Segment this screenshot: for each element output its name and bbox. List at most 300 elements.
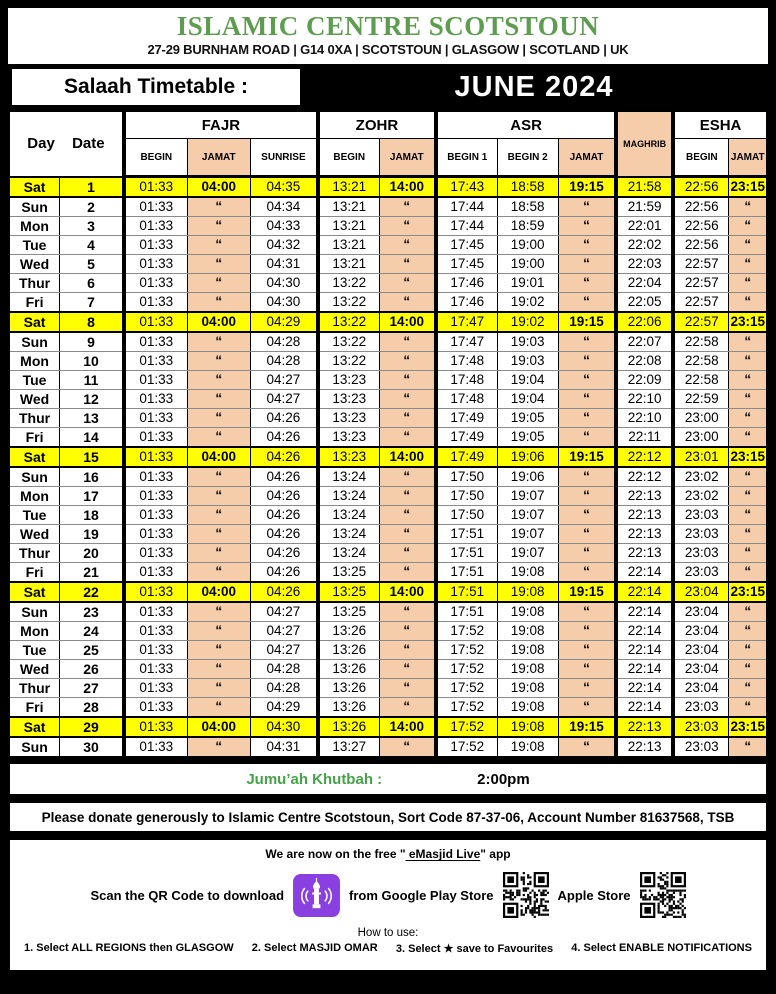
col-header-day-date — [9, 111, 124, 177]
cell-asr-begin2: 19:08 — [497, 563, 558, 583]
cell-day: Thur — [9, 274, 60, 293]
cell-zohr-jamat: “ — [379, 602, 436, 622]
cell-zohr-begin: 13:21 — [318, 236, 379, 255]
cell-date: 28 — [60, 698, 124, 718]
cell-fajr-begin: 01:33 — [124, 660, 187, 679]
cell-day: Thur — [9, 544, 60, 563]
cell-esha-jamat: “ — [729, 622, 767, 641]
cell-day: Tue — [9, 506, 60, 525]
table-row — [9, 525, 767, 544]
cell-asr-jamat: “ — [558, 622, 616, 641]
cell-esha-begin: 22:56 — [673, 197, 729, 217]
cell-zohr-begin: 13:26 — [318, 622, 379, 641]
table-row — [9, 698, 767, 718]
cell-zohr-begin: 13:24 — [318, 525, 379, 544]
cell-esha-jamat: 23:15 — [729, 312, 767, 332]
cell-fajr-jamat: “ — [187, 371, 250, 390]
cell-asr-jamat: “ — [558, 602, 616, 622]
table-row — [9, 582, 767, 602]
cell-sunrise: 04:28 — [250, 660, 317, 679]
page-title: ISLAMIC CENTRE SCOTSTOUN — [176, 11, 600, 41]
cell-esha-begin: 22:56 — [673, 236, 729, 255]
cell-asr-begin1: 17:50 — [436, 467, 497, 487]
cell-asr-begin2: 19:07 — [497, 544, 558, 563]
subcol-esha-jamat: JAMAT — [729, 139, 767, 177]
cell-fajr-jamat: 04:00 — [187, 312, 250, 332]
cell-asr-begin2: 19:03 — [497, 352, 558, 371]
cell-asr-begin1: 17:48 — [436, 390, 497, 409]
table-row — [9, 660, 767, 679]
cell-sunrise: 04:30 — [250, 293, 317, 313]
cell-zohr-begin: 13:27 — [318, 737, 379, 757]
cell-day: Tue — [9, 371, 60, 390]
cell-sunrise: 04:34 — [250, 197, 317, 217]
cell-date: 26 — [60, 660, 124, 679]
masthead — [8, 8, 768, 64]
subcol-zohr-jamat: JAMAT — [379, 139, 436, 177]
cell-esha-jamat: “ — [729, 698, 767, 718]
cell-asr-begin1: 17:47 — [436, 332, 497, 352]
google-play-label: from Google Play Store — [349, 887, 494, 903]
cell-maghrib: 22:10 — [616, 409, 673, 428]
scan-row — [10, 872, 766, 918]
cell-date: 13 — [60, 409, 124, 428]
app-name: eMasjid Live — [405, 847, 481, 861]
cell-date: 25 — [60, 641, 124, 660]
table-row — [9, 274, 767, 293]
table-row — [9, 447, 767, 467]
table-row — [9, 409, 767, 428]
cell-day: Mon — [9, 352, 60, 371]
cell-zohr-begin: 13:25 — [318, 602, 379, 622]
cell-esha-begin: 23:00 — [673, 428, 729, 448]
qr-code-apple-store — [640, 872, 686, 918]
cell-zohr-begin: 13:22 — [318, 332, 379, 352]
cell-day: Sun — [9, 332, 60, 352]
cell-asr-begin2: 19:06 — [497, 447, 558, 467]
cell-fajr-begin: 01:33 — [124, 487, 187, 506]
cell-date: 23 — [60, 602, 124, 622]
cell-date: 8 — [60, 312, 124, 332]
cell-maghrib: 22:14 — [616, 602, 673, 622]
cell-zohr-jamat: “ — [379, 506, 436, 525]
cell-maghrib: 22:13 — [616, 506, 673, 525]
cell-zohr-begin: 13:24 — [318, 487, 379, 506]
cell-esha-jamat: “ — [729, 217, 767, 236]
cell-asr-begin1: 17:49 — [436, 409, 497, 428]
cell-sunrise: 04:30 — [250, 274, 317, 293]
cell-maghrib: 22:08 — [616, 352, 673, 371]
cell-maghrib: 22:14 — [616, 622, 673, 641]
cell-zohr-jamat: “ — [379, 428, 436, 448]
col-group-zohr: ZOHR — [318, 111, 436, 139]
cell-zohr-begin: 13:24 — [318, 467, 379, 487]
cell-zohr-jamat: 14:00 — [379, 582, 436, 602]
cell-fajr-jamat: 04:00 — [187, 717, 250, 737]
cell-asr-begin2: 19:08 — [497, 641, 558, 660]
cell-esha-jamat: “ — [729, 737, 767, 757]
cell-fajr-jamat: “ — [187, 563, 250, 583]
cell-zohr-jamat: “ — [379, 487, 436, 506]
cell-esha-jamat: “ — [729, 390, 767, 409]
cell-maghrib: 22:10 — [616, 390, 673, 409]
cell-esha-jamat: “ — [729, 352, 767, 371]
cell-zohr-begin: 13:21 — [318, 197, 379, 217]
cell-fajr-jamat: “ — [187, 293, 250, 313]
cell-asr-begin1: 17:52 — [436, 679, 497, 698]
cell-date: 27 — [60, 679, 124, 698]
cell-fajr-jamat: “ — [187, 737, 250, 757]
cell-day: Wed — [9, 525, 60, 544]
cell-zohr-jamat: “ — [379, 293, 436, 313]
cell-asr-jamat: “ — [558, 737, 616, 757]
cell-esha-jamat: “ — [729, 563, 767, 583]
app-announcement — [10, 847, 766, 861]
step-2: 2. Select MASJID OMAR — [251, 942, 378, 954]
cell-asr-begin1: 17:51 — [436, 602, 497, 622]
cell-fajr-begin: 01:33 — [124, 293, 187, 313]
cell-fajr-begin: 01:33 — [124, 737, 187, 757]
cell-sunrise: 04:26 — [250, 428, 317, 448]
cell-esha-jamat: “ — [729, 641, 767, 660]
cell-date: 9 — [60, 332, 124, 352]
cell-asr-begin2: 19:00 — [497, 236, 558, 255]
cell-day: Mon — [9, 487, 60, 506]
cell-zohr-begin: 13:22 — [318, 352, 379, 371]
cell-fajr-jamat: “ — [187, 467, 250, 487]
cell-fajr-begin: 01:33 — [124, 352, 187, 371]
cell-date: 17 — [60, 487, 124, 506]
cell-day: Sun — [9, 467, 60, 487]
cell-esha-begin: 22:58 — [673, 352, 729, 371]
cell-sunrise: 04:30 — [250, 717, 317, 737]
cell-fajr-jamat: “ — [187, 217, 250, 236]
table-row — [9, 217, 767, 236]
cell-asr-begin2: 19:06 — [497, 467, 558, 487]
cell-fajr-begin: 01:33 — [124, 447, 187, 467]
cell-asr-jamat: “ — [558, 236, 616, 255]
cell-fajr-begin: 01:33 — [124, 312, 187, 332]
step-3: 3. Select ★ save to Favourites — [395, 943, 554, 955]
cell-esha-begin: 23:04 — [673, 679, 729, 698]
cell-zohr-jamat: “ — [379, 217, 436, 236]
cell-sunrise: 04:29 — [250, 312, 317, 332]
cell-date: 24 — [60, 622, 124, 641]
cell-maghrib: 22:02 — [616, 236, 673, 255]
cell-asr-jamat: 19:15 — [558, 717, 616, 737]
cell-asr-begin2: 18:58 — [497, 177, 558, 198]
cell-asr-jamat: “ — [558, 217, 616, 236]
table-row — [9, 602, 767, 622]
jumuah-time: 2:00pm — [477, 770, 530, 788]
cell-asr-begin1: 17:48 — [436, 371, 497, 390]
cell-asr-begin1: 17:47 — [436, 312, 497, 332]
cell-sunrise: 04:33 — [250, 217, 317, 236]
cell-day: Sat — [9, 312, 60, 332]
cell-fajr-begin: 01:33 — [124, 255, 187, 274]
cell-day: Thur — [9, 679, 60, 698]
cell-asr-jamat: “ — [558, 506, 616, 525]
cell-fajr-jamat: “ — [187, 197, 250, 217]
cell-esha-jamat: 23:15 — [729, 177, 767, 198]
cell-asr-begin2: 19:08 — [497, 660, 558, 679]
cell-sunrise: 04:26 — [250, 525, 317, 544]
cell-maghrib: 22:13 — [616, 717, 673, 737]
cell-zohr-jamat: “ — [379, 371, 436, 390]
cell-day: Fri — [9, 698, 60, 718]
cell-asr-jamat: “ — [558, 660, 616, 679]
cell-sunrise: 04:26 — [250, 544, 317, 563]
table-row — [9, 506, 767, 525]
cell-fajr-begin: 01:33 — [124, 563, 187, 583]
cell-asr-begin2: 19:08 — [497, 737, 558, 757]
month-title: JUNE 2024 — [454, 70, 614, 103]
cell-fajr-begin: 01:33 — [124, 177, 187, 198]
cell-fajr-jamat: “ — [187, 409, 250, 428]
cell-fajr-jamat: “ — [187, 236, 250, 255]
cell-maghrib: 22:13 — [616, 544, 673, 563]
cell-date: 11 — [60, 371, 124, 390]
table-row — [9, 371, 767, 390]
cell-date: 20 — [60, 544, 124, 563]
cell-zohr-jamat: “ — [379, 622, 436, 641]
cell-asr-begin1: 17:49 — [436, 447, 497, 467]
cell-fajr-jamat: “ — [187, 487, 250, 506]
cell-zohr-begin: 13:21 — [318, 217, 379, 236]
cell-asr-begin1: 17:52 — [436, 660, 497, 679]
cell-asr-begin2: 19:07 — [497, 487, 558, 506]
cell-zohr-jamat: “ — [379, 563, 436, 583]
cell-day: Mon — [9, 622, 60, 641]
cell-day: Sat — [9, 717, 60, 737]
cell-asr-begin2: 19:05 — [497, 428, 558, 448]
table-row — [9, 236, 767, 255]
cell-date: 15 — [60, 447, 124, 467]
cell-sunrise: 04:28 — [250, 679, 317, 698]
subcol-asr-begin1: BEGIN 1 — [436, 139, 497, 177]
cell-zohr-jamat: “ — [379, 236, 436, 255]
cell-zohr-jamat: 14:00 — [379, 177, 436, 198]
cell-zohr-begin: 13:26 — [318, 698, 379, 718]
cell-asr-begin2: 19:03 — [497, 332, 558, 352]
cell-esha-jamat: “ — [729, 197, 767, 217]
cell-esha-jamat: “ — [729, 332, 767, 352]
cell-sunrise: 04:26 — [250, 506, 317, 525]
cell-asr-begin1: 17:50 — [436, 487, 497, 506]
cell-esha-begin: 23:03 — [673, 506, 729, 525]
cell-asr-begin1: 17:46 — [436, 274, 497, 293]
cell-zohr-jamat: “ — [379, 352, 436, 371]
cell-esha-jamat: 23:15 — [729, 582, 767, 602]
cell-fajr-begin: 01:33 — [124, 217, 187, 236]
cell-fajr-jamat: “ — [187, 428, 250, 448]
cell-fajr-begin: 01:33 — [124, 622, 187, 641]
table-row — [9, 487, 767, 506]
subcol-fajr-jamat: JAMAT — [187, 139, 250, 177]
cell-esha-begin: 22:56 — [673, 217, 729, 236]
cell-sunrise: 04:27 — [250, 641, 317, 660]
cell-maghrib: 22:01 — [616, 217, 673, 236]
cell-esha-begin: 23:02 — [673, 487, 729, 506]
cell-asr-begin1: 17:52 — [436, 641, 497, 660]
cell-maghrib: 21:58 — [616, 177, 673, 198]
cell-asr-jamat: “ — [558, 409, 616, 428]
cell-zohr-begin: 13:26 — [318, 679, 379, 698]
cell-asr-begin2: 19:04 — [497, 371, 558, 390]
cell-zohr-begin: 13:26 — [318, 660, 379, 679]
cell-day: Tue — [9, 641, 60, 660]
cell-fajr-jamat: 04:00 — [187, 582, 250, 602]
table-row — [9, 622, 767, 641]
cell-esha-jamat: “ — [729, 467, 767, 487]
cell-esha-begin: 23:03 — [673, 737, 729, 757]
cell-maghrib: 22:12 — [616, 467, 673, 487]
cell-asr-begin2: 19:02 — [497, 293, 558, 313]
cell-zohr-jamat: “ — [379, 467, 436, 487]
cell-asr-jamat: 19:15 — [558, 177, 616, 198]
cell-asr-begin2: 19:01 — [497, 274, 558, 293]
table-row — [9, 737, 767, 757]
cell-day: Thur — [9, 409, 60, 428]
cell-asr-jamat: “ — [558, 390, 616, 409]
cell-maghrib: 22:04 — [616, 274, 673, 293]
cell-esha-begin: 23:03 — [673, 717, 729, 737]
cell-zohr-jamat: “ — [379, 660, 436, 679]
cell-day: Mon — [9, 217, 60, 236]
cell-day: Fri — [9, 293, 60, 313]
cell-esha-jamat: 23:15 — [729, 717, 767, 737]
cell-sunrise: 04:28 — [250, 352, 317, 371]
how-to-use-heading: How to use: — [357, 927, 419, 939]
cell-date: 4 — [60, 236, 124, 255]
cell-asr-jamat: “ — [558, 197, 616, 217]
cell-esha-begin: 23:04 — [673, 641, 729, 660]
cell-zohr-begin: 13:23 — [318, 428, 379, 448]
cell-date: 22 — [60, 582, 124, 602]
cell-zohr-begin: 13:21 — [318, 255, 379, 274]
cell-asr-jamat: 19:15 — [558, 447, 616, 467]
cell-day: Fri — [9, 428, 60, 448]
cell-asr-jamat: “ — [558, 352, 616, 371]
cell-esha-jamat: “ — [729, 660, 767, 679]
cell-zohr-begin: 13:25 — [318, 582, 379, 602]
cell-zohr-jamat: “ — [379, 274, 436, 293]
cell-esha-begin: 23:03 — [673, 698, 729, 718]
cell-asr-jamat: “ — [558, 293, 616, 313]
table-row — [9, 390, 767, 409]
cell-esha-begin: 23:04 — [673, 582, 729, 602]
cell-zohr-jamat: “ — [379, 390, 436, 409]
table-row — [9, 467, 767, 487]
subcol-asr-begin2: BEGIN 2 — [497, 139, 558, 177]
cell-asr-begin2: 19:05 — [497, 409, 558, 428]
prayer-times-table — [8, 110, 768, 758]
cell-zohr-jamat: 14:00 — [379, 312, 436, 332]
cell-zohr-jamat: 14:00 — [379, 447, 436, 467]
cell-asr-begin1: 17:52 — [436, 717, 497, 737]
cell-maghrib: 22:13 — [616, 487, 673, 506]
cell-date: 7 — [60, 293, 124, 313]
cell-fajr-jamat: “ — [187, 679, 250, 698]
cell-fajr-begin: 01:33 — [124, 197, 187, 217]
cell-date: 12 — [60, 390, 124, 409]
cell-date: 29 — [60, 717, 124, 737]
cell-date: 2 — [60, 197, 124, 217]
cell-fajr-jamat: “ — [187, 352, 250, 371]
cell-asr-begin1: 17:51 — [436, 544, 497, 563]
col-header-date: Date — [72, 135, 105, 153]
cell-maghrib: 22:14 — [616, 698, 673, 718]
table-row — [9, 352, 767, 371]
cell-zohr-jamat: “ — [379, 409, 436, 428]
cell-esha-begin: 23:04 — [673, 602, 729, 622]
cell-asr-jamat: “ — [558, 332, 616, 352]
cell-esha-jamat: “ — [729, 506, 767, 525]
cell-maghrib: 22:07 — [616, 332, 673, 352]
cell-day: Sat — [9, 447, 60, 467]
app-section — [8, 838, 768, 972]
cell-esha-jamat: “ — [729, 525, 767, 544]
cell-zohr-jamat: “ — [379, 197, 436, 217]
cell-fajr-jamat: 04:00 — [187, 177, 250, 198]
cell-esha-jamat: “ — [729, 487, 767, 506]
cell-esha-begin: 22:59 — [673, 390, 729, 409]
subcol-esha-begin: BEGIN — [673, 139, 729, 177]
cell-asr-begin1: 17:51 — [436, 582, 497, 602]
col-group-maghrib: MAGHRIB — [616, 111, 673, 177]
cell-esha-begin: 23:04 — [673, 660, 729, 679]
cell-esha-begin: 22:58 — [673, 371, 729, 390]
cell-asr-begin1: 17:48 — [436, 352, 497, 371]
cell-fajr-begin: 01:33 — [124, 506, 187, 525]
cell-day: Sat — [9, 582, 60, 602]
cell-zohr-begin: 13:21 — [318, 177, 379, 198]
cell-fajr-begin: 01:33 — [124, 544, 187, 563]
cell-esha-begin: 23:04 — [673, 622, 729, 641]
cell-maghrib: 22:12 — [616, 447, 673, 467]
table-row — [9, 293, 767, 313]
cell-asr-begin2: 19:07 — [497, 525, 558, 544]
step-1: 1. Select ALL REGIONS then GLASGOW — [24, 942, 234, 954]
cell-date: 5 — [60, 255, 124, 274]
cell-date: 1 — [60, 177, 124, 198]
scan-instruction: Scan the QR Code to download — [90, 887, 285, 903]
app-announcement-suffix: " app — [480, 847, 511, 861]
jumuah-label: Jumu’ah Khutbah : — [246, 770, 383, 788]
emasjid-app-icon — [293, 874, 340, 917]
cell-day: Wed — [9, 390, 60, 409]
cell-sunrise: 04:27 — [250, 371, 317, 390]
timetable-label: Salaah Timetable : — [12, 69, 300, 105]
cell-sunrise: 04:26 — [250, 582, 317, 602]
cell-asr-begin2: 19:08 — [497, 582, 558, 602]
cell-asr-begin2: 19:08 — [497, 698, 558, 718]
cell-zohr-jamat: “ — [379, 544, 436, 563]
cell-asr-begin2: 19:08 — [497, 622, 558, 641]
cell-day: Wed — [9, 660, 60, 679]
cell-date: 21 — [60, 563, 124, 583]
cell-fajr-begin: 01:33 — [124, 602, 187, 622]
cell-sunrise: 04:31 — [250, 737, 317, 757]
cell-asr-jamat: 19:15 — [558, 582, 616, 602]
cell-maghrib: 22:06 — [616, 312, 673, 332]
cell-zohr-jamat: “ — [379, 698, 436, 718]
cell-esha-begin: 22:57 — [673, 293, 729, 313]
cell-asr-begin2: 19:00 — [497, 255, 558, 274]
cell-fajr-begin: 01:33 — [124, 409, 187, 428]
cell-fajr-jamat: “ — [187, 660, 250, 679]
cell-sunrise: 04:31 — [250, 255, 317, 274]
